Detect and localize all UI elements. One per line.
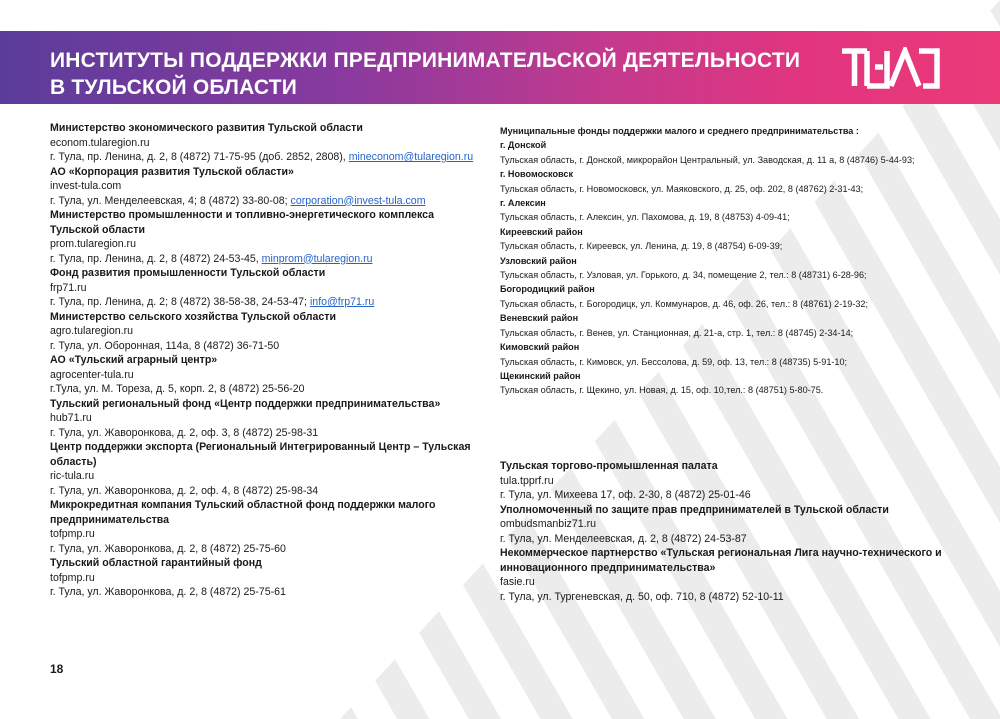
municipal-address: Тульская область, г. Киреевск, ул. Ленина, д. 19, 8 (48754) 6-09-39; [500,241,783,252]
municipal-address: Тульская область, г. Щекино, ул. Новая, д. 15, оф. 10,тел.: 8 (48751) 5-80-75. [500,385,824,396]
org-name: Тульский областной гарантийный фонд [50,557,262,569]
org-name: АО «Тульский аграрный центр» [50,354,218,366]
municipal-name: Кимовский район [500,342,580,353]
org-site[interactable]: frp71.ru [50,281,87,294]
municipal-address: Тульская область, г. Кимовск, ул. Бессолова, д. 59, оф. 13, тел.: 8 (48735) 5-91-10; [500,356,848,367]
municipal-address: Тульская область, г. Богородицк, ул. Коммунаров, д. 46, оф. 26, тел.: 8 (48761) 2-19-32; [500,298,869,309]
municipal-name: Узловский район [500,255,577,266]
org-site[interactable]: agrocenter-tula.ru [50,368,134,381]
org-address: г. Тула, ул. Менделеевская, д. 2, 8 (4872) 24-53-87 [500,532,747,545]
municipal-name: г. Новомосковск [500,169,574,180]
org-address: г. Тула, ул. Жаворонкова, д. 2, 8 (4872) 25-75-61 [50,586,286,598]
org-address: г. Тула, ул. Жаворонкова, д. 2, оф. 3, 8 (4872) 25-98-31 [50,426,319,439]
org-entry [50,121,480,165]
header-banner [0,31,1000,104]
municipal-name: Веневский район [500,313,579,324]
org-entry [50,266,480,310]
org-address: г.Тула, ул. М. Тореза, д. 5, корп. 2, 8 (4872) 25-56-20 [50,383,305,395]
municipal-address: Тульская область, г. Узловая, ул. Горького, д. 34, помещение 2, тел.: 8 (48731) 6-28-96; [500,270,867,281]
org-email-link[interactable]: mineconom@tularegion.ru [348,151,474,163]
org-address: г. Тула, ул. Оборонная, 114а, 8 (4872) 36-71-50 [50,339,280,352]
org-site[interactable]: fasie.ru [500,576,535,588]
org-name: Министерство сельского хозяйства Тульской области [50,310,337,323]
org-entry [50,440,480,498]
org-site[interactable]: tula.tpprf.ru [500,474,554,487]
org-name: Центр поддержки экспорта (Региональный Интегрированный Центр – Тульская область) [50,441,471,468]
org-name: Тульская торгово-промышленная палата [500,460,718,472]
org-name: Тульский региональный фонд «Центр поддержки предпринимательства» [50,397,441,410]
municipal-address: Тульская область, г. Венев, ул. Станционная, д. 21-а, стр. 1, тел.: 8 (48745) 2-34-14; [500,327,854,338]
municipal-address: Тульская область, г. Новомосковск, ул. Маяковского, д. 25, оф. 202, 8 (48762) 2-31-43; [500,183,864,194]
org-entry [50,397,480,441]
municipal-address: Тульская область, г. Алексин, ул. Пахомова, д. 19, 8 (48753) 4-09-41; [500,212,790,223]
org-entry [500,459,970,503]
org-site[interactable]: ric-tula.ru [50,470,95,482]
municipal-name: Щекинский район [500,370,581,381]
org-name: Фонд развития промышленности Тульской области [50,267,326,279]
org-site[interactable]: agro.tularegion.ru [50,325,134,337]
org-email-link[interactable]: minprom@tularegion.ru [261,252,373,265]
tula-logo [839,47,941,89]
org-email-link[interactable]: corporation@invest-tula.com [290,194,426,207]
org-site[interactable]: econom.tularegion.ru [50,136,150,149]
org-name: Уполномоченный по защите прав предпринимателей в Тульской области [500,503,889,516]
org-address: г. Тула, ул. Менделеевская, 4; 8 (4872) 33-80-08; corporation@invest-tula.com [50,194,426,207]
municipal-name: Богородицкий район [500,284,595,295]
municipal-heading: Муниципальные фонды поддержки малого и среднего предпринимательства : [500,126,859,136]
org-entry [50,165,480,209]
org-site[interactable]: prom.tularegion.ru [50,238,136,250]
page-number: 18 [50,662,64,676]
org-address: г. Тула, пр. Ленина, д. 2, 8 (4872) 24-53-45, minprom@tularegion.ru [50,252,373,265]
org-site[interactable]: hub71.ru [50,412,92,424]
org-address: г. Тула, ул. Жаворонкова, д. 2, оф. 4, 8 (4872) 25-98-34 [50,484,319,497]
org-site[interactable]: ombudsmanbiz71.ru [500,518,596,530]
org-email-link[interactable]: info@frp71.ru [309,296,375,308]
org-address: г. Тула, пр. Ленина, д. 2; 8 (4872) 38-58-38, 24-53-47; info@frp71.ru [50,296,375,308]
org-entry [50,556,480,600]
org-name: Министерство экономического развития Тульской области [50,122,363,134]
org-name: Микрокредитная компания Тульский областной фонд поддержки малого предпринимательства [50,499,436,526]
org-site[interactable]: tofpmp.ru [50,571,95,584]
org-site[interactable]: tofpmp.ru [50,528,95,540]
org-address: г. Тула, пр. Ленина, д. 2, 8 (4872) 71-75-95 (доб. 2852, 2808), mineconom@tularegion.ru [50,151,474,163]
org-address: г. Тула, ул. Михеева 17, оф. 2-30, 8 (4872) 25-01-46 [500,489,751,501]
org-address: г. Тула, ул. Жаворонкова, д. 2, 8 (4872) 25-75-60 [50,542,286,555]
org-entry [50,310,480,354]
org-entry [500,503,970,547]
org-name: Министерство промышленности и топливно-энергетического комплекса Тульской области [50,209,435,236]
org-address: г. Тула, ул. Тургеневская, д. 50, оф. 710, 8 (4872) 52-10-11 [500,590,784,603]
org-entry [50,208,480,266]
municipal-name: Киреевский район [500,226,583,237]
left-column [50,121,480,600]
org-name: АО «Корпорация развития Тульской области» [50,165,294,178]
municipal-name: г. Алексин [500,198,546,209]
municipal-name: г. Донской [500,140,547,151]
right-bottom-column [500,459,970,604]
org-entry [500,546,970,604]
org-entry [50,353,480,397]
org-site[interactable]: invest-tula.com [50,180,122,192]
page-title: ИНСТИТУТЫ ПОДДЕРЖКИ ПРЕДПРИНИМАТЕЛЬСКОЙ ДЕЯТЕЛЬНОСТИ В ТУЛЬСКОЙ ОБЛАСТИ [50,49,801,99]
municipal-address: Тульская область, г. Донской, микрорайон Центральный, ул. Заводская, д. 11 а, 8 (48746) 5-44-93; [500,154,915,165]
org-name: Некоммерческое партнерство «Тульская региональная Лига научно-технического и инновационного предпринимательства» [500,547,942,574]
municipal-funds-column [500,124,980,398]
org-entry [50,498,480,556]
